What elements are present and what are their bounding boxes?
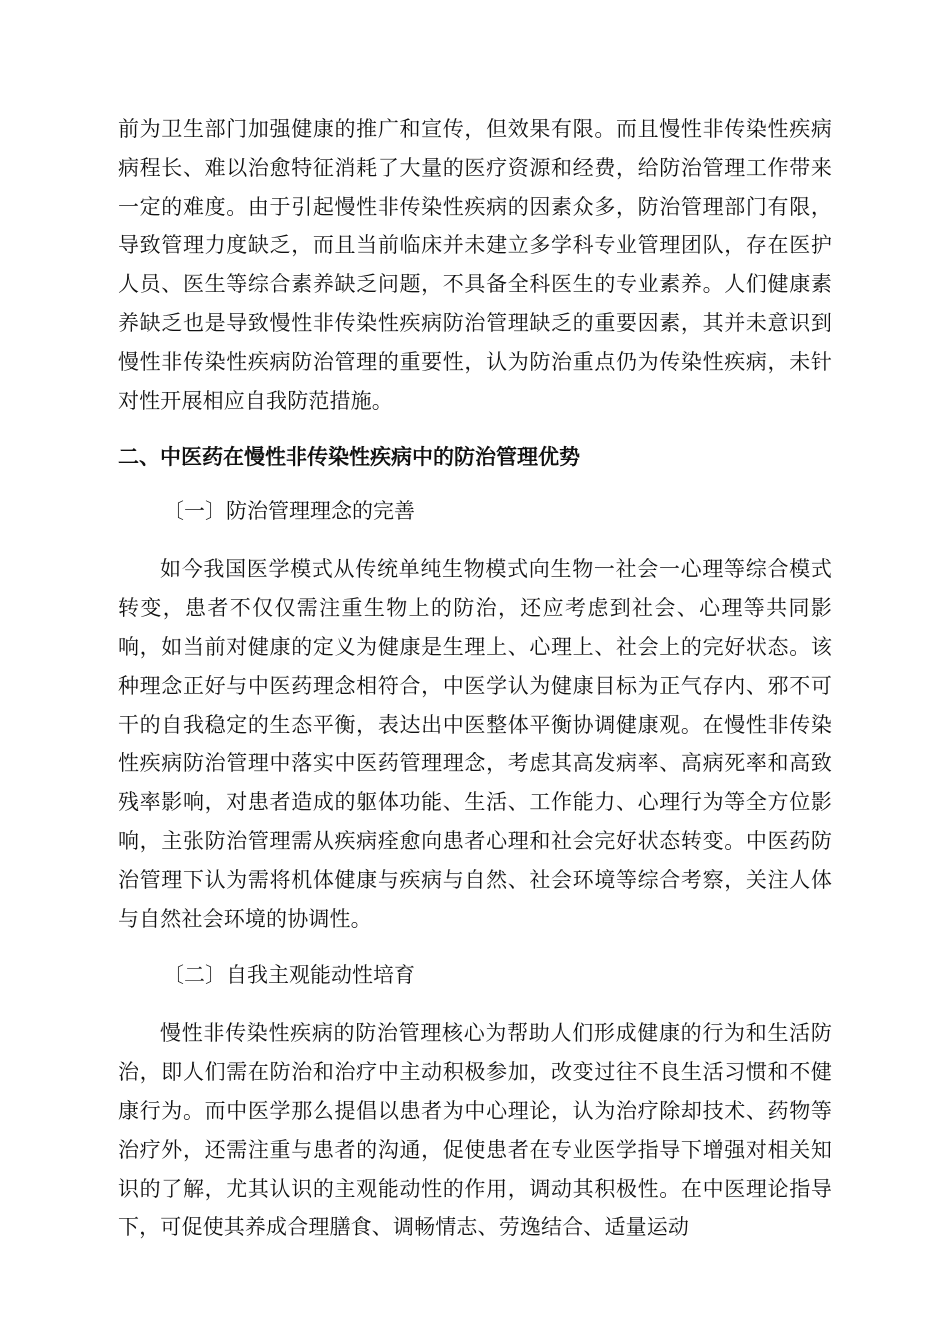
document-body (118, 110, 832, 1247)
section-heading-2: 二、中医药在慢性非传染性疾病中的防治管理优势 (118, 445, 580, 470)
subheading-2: 〔二〕自我主观能动性培育 (163, 963, 415, 988)
subheading-1: 〔一〕防治管理理念的完善 (163, 499, 415, 524)
paragraph-concept: 如今我国医学模式从传统单纯生物模式向生物一社会一心理等综合模式转变，患者不仅仅需注重生物上的防治，还应考虑到社会、心理等共同影响，如当前对健康的定义为健康是生理上、心理上、社会上的完好状态。该种理念正好与中医药理念相符合，中医学认为健康目标为正气存内、邪不可干的自我稳定的生态平衡，表达出中医整体平衡协调健康观。在慢性非传染性疾病防治管理中落实中医药管理理念，考虑其高发病率、高病死率和高致残率影响，对患者造成的躯体功能、生活、工作能力、心理行为等全方位影响，主张防治管理需从疾病痊愈向患者心理和社会完好状态转变。中医药防治管理下认为需将机体健康与疾病与自然、社会环境等综合考察，关注人体与自然社会环境的协调性。 (118, 557, 832, 931)
paragraph-initiative: 慢性非传染性疾病的防治管理核心为帮助人们形成健康的行为和生活防治，即人们需在防治和治疗中主动积极参加，改变过往不良生活习惯和不健康行为。而中医学那么提倡以患者为中心理论，认为治疗除却技术、药物等治疗外，还需注重与患者的沟通，促使患者在专业医学指导下增强对相关知识的了解，尤其认识的主观能动性的作用，调动其积极性。在中医理论指导下，可促使其养成合理膳食、调畅情志、劳逸结合、适量运动 (118, 1021, 832, 1240)
paragraph-intro-continuation: 前为卫生部门加强健康的推广和宣传，但效果有限。而且慢性非传染性疾病病程长、难以治愈特征消耗了大量的医疗资源和经费，给防治管理工作带来一定的难度。由于引起慢性非传染性疾病的因素众多，防治管理部门有限，导致管理力度缺乏，而且当前临床并未建立多学科专业管理团队，存在医护人员、医生等综合素养缺乏问题，不具备全科医生的专业素养。人们健康素养缺乏也是导致慢性非传染性疾病防治管理缺乏的重要因素，其并未意识到慢性非传染性疾病防治管理的重要性，认为防治重点仍为传染性疾病，未针对性开展相应自我防范措施。 (118, 117, 832, 413)
